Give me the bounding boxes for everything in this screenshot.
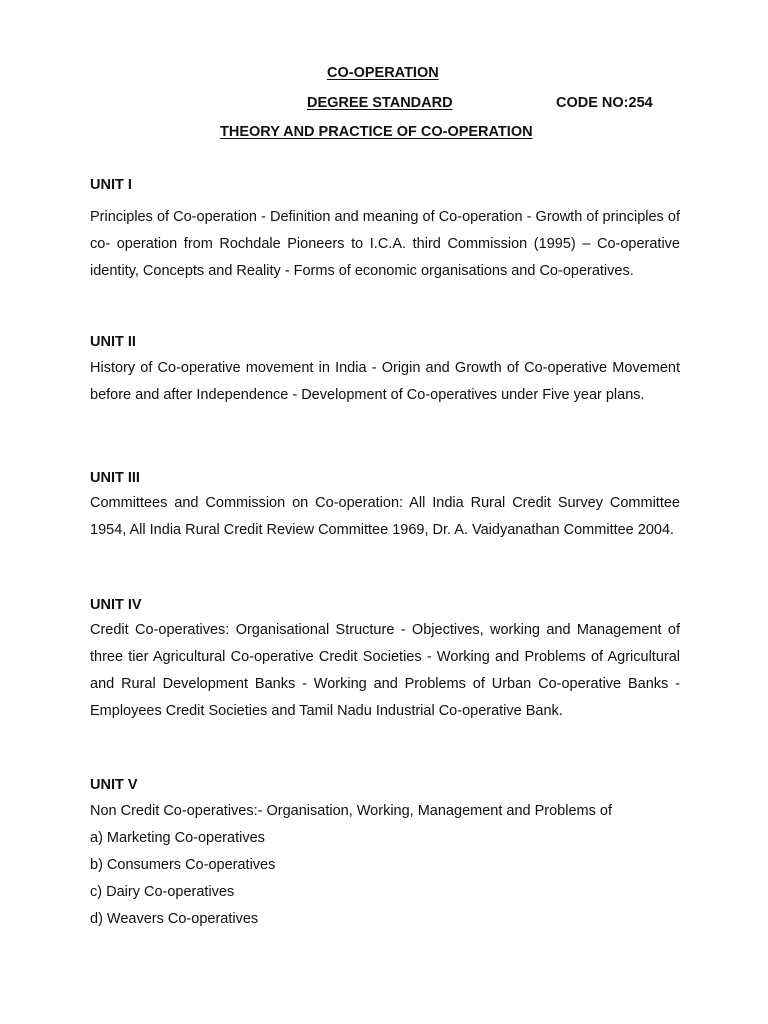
subject-heading: CO-OPERATION [327,65,439,81]
unit-3-title: UNIT III [90,470,140,486]
unit-1-text: Principles of Co-operation - Definition and meaning of Co-operation - Growth of principles of co- operation from Rochdale Pioneers to I.C.A. third Commission (1995) – Co-operative identity, Concepts and Reality - Forms of economic organisations and Co-operatives. [90,209,680,279]
code-number: CODE NO:254 [556,95,653,111]
unit-4-title: UNIT IV [90,597,142,613]
unit-1-title: UNIT I [90,177,132,193]
list-item: d) Weavers Co-operatives [90,911,259,927]
unit-5-title: UNIT V [90,777,138,793]
paper-title: THEORY AND PRACTICE OF CO-OPERATION [220,124,533,140]
list-item: a) Marketing Co-operatives [90,830,265,846]
unit-2-title: UNIT II [90,334,136,350]
degree-standard-heading: DEGREE STANDARD [307,95,453,111]
list-item: b) Consumers Co-operatives [90,857,276,873]
unit-2-text: History of Co-operative movement in India - Origin and Growth of Co-operative Movement before and after Independence - Development of Co-operatives under Five year plans. [90,360,680,403]
unit-5-text: Non Credit Co-operatives:- Organisation, Working, Management and Problems of [90,803,612,819]
unit-4-text: Credit Co-operatives: Organisational Structure - Objectives, working and Management of three tier Agricultural Co-operative Credit Societies - Working and Problems of Agricultural and Rural Development Banks - Working and Problems of Urban Co-operative Banks - Employees Credit Societies and Tamil Nadu Industrial Co-operative Bank. [90,622,680,719]
unit-3-text: Committees and Commission on Co-operation: All India Rural Credit Survey Committee 1954, All India Rural Credit Review Committee 1969, Dr. A. Vaidyanathan Committee 2004. [90,495,680,538]
list-item: c) Dairy Co-operatives [90,884,235,900]
